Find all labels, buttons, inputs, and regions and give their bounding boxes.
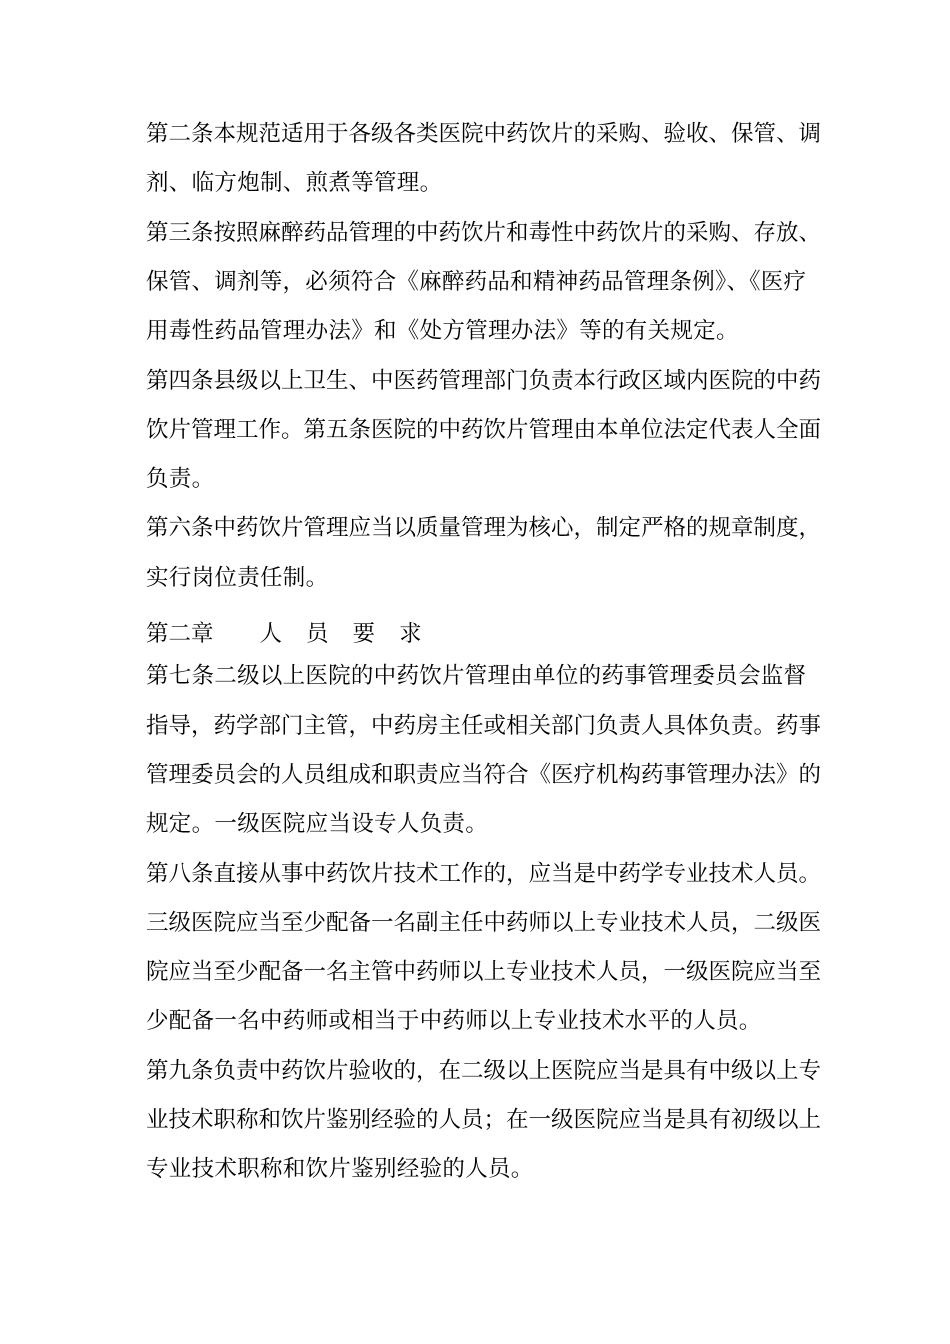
text-line: 业技术职称和饮片鉴别经验的人员；在一级医院应当是具有初级以上 — [146, 1107, 822, 1133]
chapter-title-char: 员 — [306, 621, 329, 647]
text-line: 第三条按照麻醉药品管理的中药饮片和毒性中药饮片的采购、存放、 — [146, 220, 822, 246]
chapter-title-char: 人 — [259, 621, 283, 647]
text-line: 剂、临方炮制、煎煮等管理。 — [146, 170, 443, 196]
text-line: 第六条中药饮片管理应当以质量管理为核心，制定严格的规章制度， — [146, 515, 822, 541]
text-line: 管理委员会的人员组成和职责应当符合《医疗机构药事管理办法》的 — [146, 762, 822, 788]
chapter-title-char: 要 — [352, 621, 376, 647]
chapter-title-char: 求 — [399, 621, 422, 647]
chapter-number: 第二章 — [146, 621, 214, 647]
text-line: 第二条本规范适用于各级各类医院中药饮片的采购、验收、保管、调 — [146, 121, 822, 147]
text-line: 第七条二级以上医院的中药饮片管理由单位的药事管理委员会监督 — [146, 663, 806, 689]
text-line: 保管、调剂等，必须符合《麻醉药品和精神药品管理条例》、《医疗 — [146, 269, 806, 295]
text-line: 指导，药学部门主管，中药房主任或相关部门负责人具体负责。药事 — [146, 713, 822, 739]
text-line: 负责。 — [146, 466, 215, 492]
text-line: 第九条负责中药饮片验收的，在二级以上医院应当是具有中级以上专 — [146, 1058, 822, 1084]
chapter-heading — [146, 619, 422, 649]
text-line: 少配备一名中药师或相当于中药师以上专业技术水平的人员。 — [146, 1008, 762, 1034]
text-line: 实行岗位责任制。 — [146, 565, 329, 591]
text-line: 用毒性药品管理办法》和《处方管理办法》等的有关规定。 — [146, 318, 739, 344]
text-line: 专业技术职称和饮片鉴别经验的人员。 — [146, 1156, 534, 1182]
text-line: 三级医院应当至少配备一名副主任中药师以上专业技术人员，二级医 — [146, 910, 822, 936]
text-line: 第八条直接从事中药饮片技术工作的，应当是中药学专业技术人员。 — [146, 861, 822, 887]
text-line: 第四条县级以上卫生、中医药管理部门负责本行政区域内医院的中药 — [146, 368, 822, 394]
text-line: 院应当至少配备一名主管中药师以上专业技术人员，一级医院应当至 — [146, 959, 822, 985]
text-line: 规定。一级医院应当设专人负责。 — [146, 811, 489, 837]
text-line: 饮片管理工作。第五条医院的中药饮片管理由本单位法定代表人全面 — [146, 417, 822, 443]
